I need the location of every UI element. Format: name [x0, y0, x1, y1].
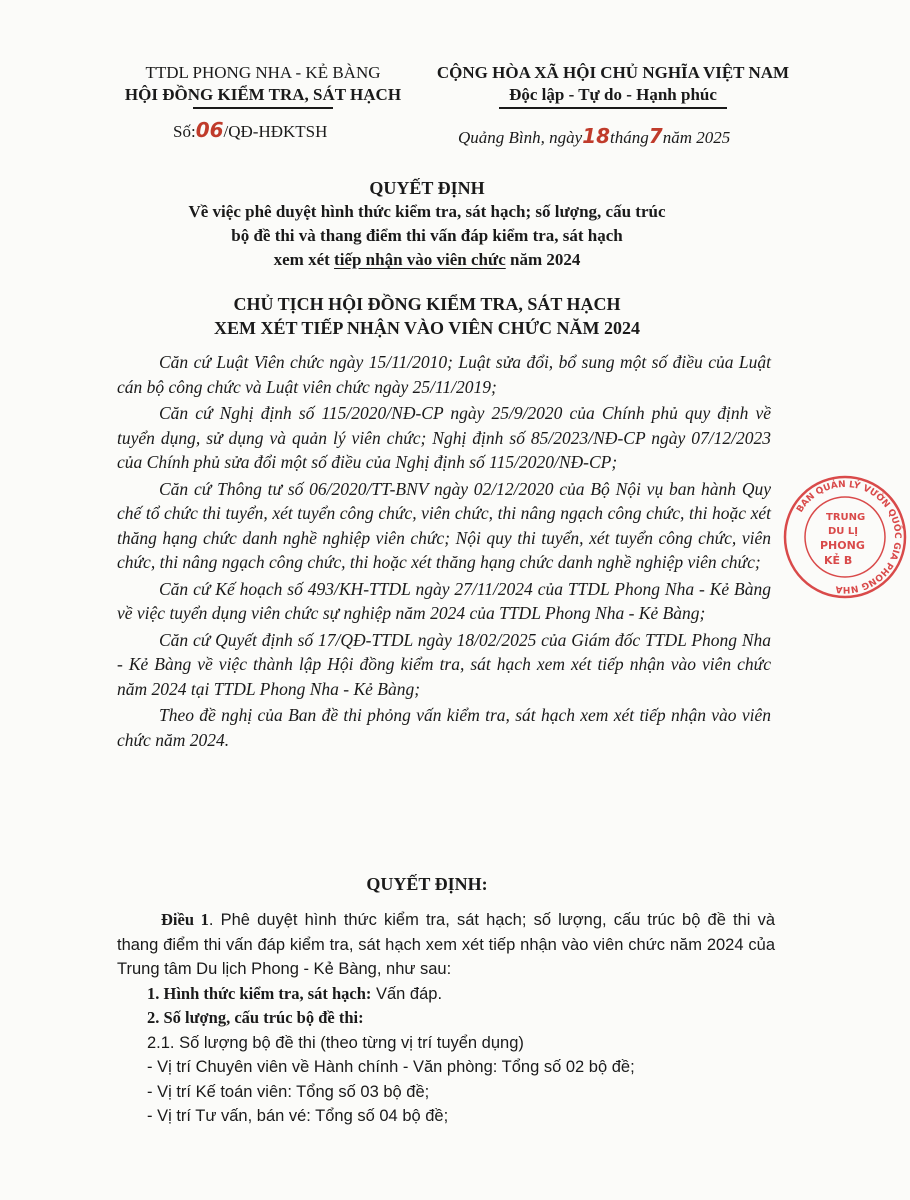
item-1: [117, 982, 775, 1007]
item-2: [117, 1006, 775, 1031]
decides-heading: QUYẾT ĐỊNH:: [366, 874, 488, 894]
stamp-center-1: TRUNG: [826, 512, 866, 523]
basis-paragraph: Theo đề nghị của Ban đề thi phỏng vấn kiểm tra, sát hạch xem xét tiếp nhận vào viên chức năm 2024.: [117, 705, 771, 750]
list-item: - Vị trí Kế toán viên: Tổng số 03 bộ đề;: [147, 1082, 430, 1101]
decision-subject-line-3: [80, 248, 774, 272]
decision-subject-line-2: bộ đề thi và thang điểm thi vấn đáp kiểm tra, sát hạch: [231, 226, 623, 245]
basis-paragraph: Căn cứ Luật Viên chức ngày 15/11/2010; Luật sửa đổi, bổ sung một số điều của Luật cán bộ công chức và Luật viên chức ngày 25/11/2019;: [117, 352, 771, 397]
stamp-ring-text: BAN QUẢN LÝ VƯỜN QUỐC GIA PHONG NHA: [795, 479, 903, 595]
subject-part-c: năm 2024: [505, 250, 581, 269]
document-number: [173, 118, 327, 142]
item-2-heading: 2. Số lượng, cấu trúc bộ đề thi:: [147, 1008, 364, 1027]
stamp-center-3: PHONG: [820, 539, 865, 552]
motto-underline: [499, 107, 727, 109]
date-year: năm 2025: [662, 128, 731, 147]
basis-paragraph: Căn cứ Quyết định số 17/QĐ-TTDL ngày 18/02/2025 của Giám đốc TTDL Phong Nha - Kẻ Bàng về việc thành lập Hội đồng kiểm tra, sát hạch xem xét tiếp nhận vào viên chức năm 2024 tại TTDL Phong Nha - Kẻ Bàng;: [117, 629, 771, 699]
article-text: . Phê duyệt hình thức kiểm tra, sát hạch; số lượng, cấu trúc bộ đề thi và thang điểm thi vấn đáp kiểm tra, sát hạch xem xét tiếp nhận vào viên chức năm 2024 của Trung tâm Du lịch Phong - Kẻ Bàng, như sau:: [117, 911, 775, 978]
article-1: [117, 908, 775, 1129]
handwritten-day: 18: [582, 124, 611, 148]
basis-paragraph: Căn cứ Thông tư số 06/2020/TT-BNV ngày 02/12/2020 của Bộ Nội vụ ban hành Quy chế tổ chức thi tuyển, xét tuyển công chức, viên chức, thi nâng ngạch công chức, thi hoặc xét thăng hạng chức danh nghề nghiệp viên chức; Nội quy thi tuyển, xét tuyển công chức, viên chức, thi nâng ngạch công chức, thi hoặc xét thăng hạng chức danh nghề nghiệp viên chức;: [117, 478, 771, 572]
official-seal-stamp: [780, 472, 910, 602]
issuing-organization: [108, 62, 418, 109]
org-underline: [193, 107, 333, 109]
handwritten-month: 7: [648, 124, 663, 148]
number-prefix: Số:: [173, 122, 196, 141]
article-label: Điều 1: [161, 910, 209, 929]
date-place: Quảng Bình, ngày: [458, 128, 583, 147]
number-suffix: /QĐ-HĐKTSH: [223, 122, 328, 141]
date-line: [458, 124, 730, 148]
list-item: - Vị trí Chuyên viên về Hành chính - Văn phòng: Tổng số 02 bộ đề;: [147, 1058, 635, 1076]
item-2-1: 2.1. Số lượng bộ đề thi (theo từng vị trí tuyển dụng): [147, 1033, 524, 1052]
decision-title: [80, 176, 774, 272]
item-1-value: Vấn đáp.: [371, 984, 443, 1003]
nation-line-1: CỘNG HÒA XÃ HỘI CHỦ NGHĨA VIỆT NAM: [436, 63, 790, 82]
nation-line-2: Độc lập - Tự do - Hạnh phúc: [509, 85, 717, 104]
subject-part-underlined: tiếp nhận vào viên chức: [334, 250, 506, 269]
org-line-1: TTDL PHONG NHA - KẺ BÀNG: [145, 63, 381, 82]
article-1-intro: [117, 908, 775, 982]
decision-heading: QUYẾT ĐỊNH: [369, 178, 485, 198]
list-item: - Vị trí Tư vấn, bán vé: Tổng số 04 bộ đề;: [147, 1107, 449, 1125]
national-motto: [418, 62, 808, 109]
handwritten-number: 06: [195, 118, 224, 142]
basis-paragraph: Căn cứ Kế hoạch số 493/KH-TTDL ngày 27/11/2024 của TTDL Phong Nha - Kẻ Bàng về việc tuyển dụng viên chức sự nghiệp năm 2024 của TTDL Phong Nha - Kẻ Bàng;: [117, 578, 771, 623]
decision-subject-line-1: Về việc phê duyệt hình thức kiểm tra, sát hạch; số lượng, cấu trúc: [188, 202, 666, 221]
org-line-2: HỘI ĐỒNG KIỂM TRA, SÁT HẠCH: [124, 85, 402, 104]
stamp-center-4: KẺ B: [824, 554, 853, 567]
date-month-word: tháng: [610, 128, 649, 147]
issuing-authority: [80, 292, 774, 340]
authority-line-2: XEM XÉT TIẾP NHẬN VÀO VIÊN CHỨC NĂM 2024: [213, 318, 641, 338]
authority-line-1: CHỦ TỊCH HỘI ĐỒNG KIỂM TRA, SÁT HẠCH: [233, 294, 621, 314]
legal-bases: [117, 350, 771, 754]
subject-part-a: xem xét: [273, 250, 335, 269]
stamp-center-2: DU LỊ: [828, 526, 858, 537]
item-1-heading: 1. Hình thức kiểm tra, sát hạch:: [147, 983, 372, 1003]
basis-paragraph: Căn cứ Nghị định số 115/2020/NĐ-CP ngày 25/9/2020 của Chính phủ quy định về tuyển dụng, sử dụng và quản lý viên chức; Nghị định số 85/2023/NĐ-CP ngày 07/12/2023 của Chính phủ sửa đổi một số điều của Nghị định số 115/2020/NĐ-CP;: [117, 403, 771, 472]
